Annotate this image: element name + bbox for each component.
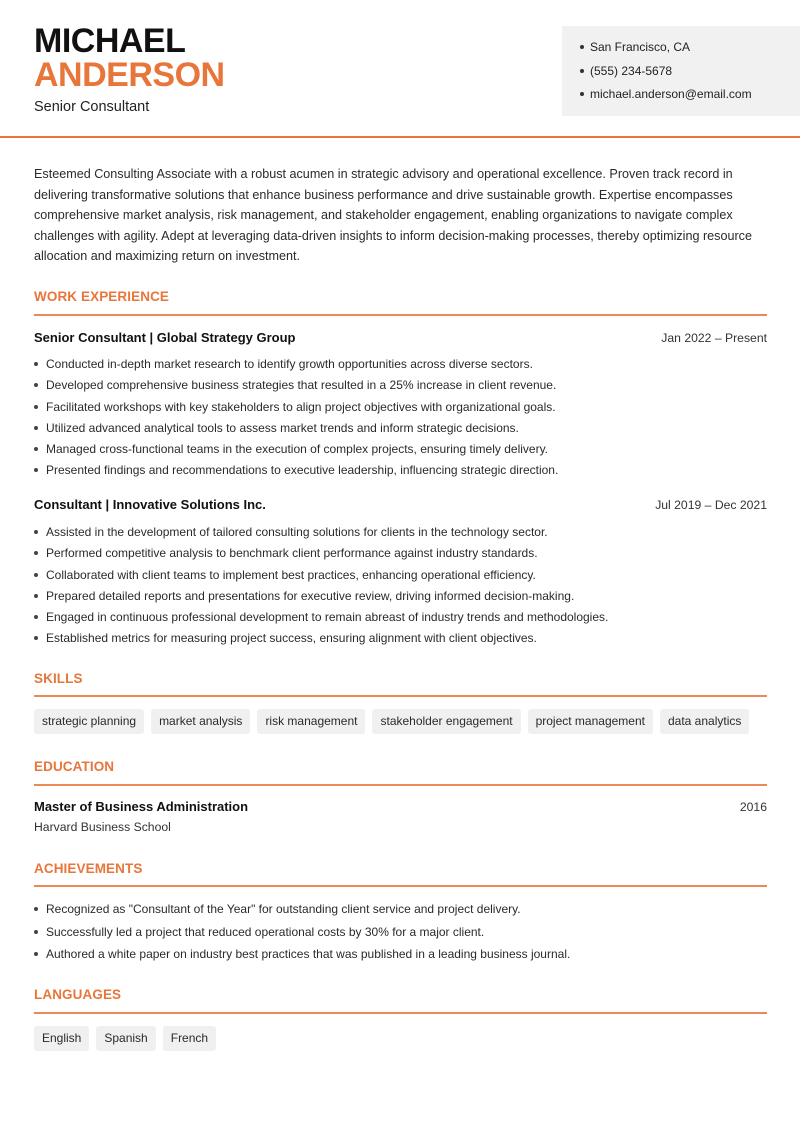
bullet-icon — [34, 468, 38, 472]
list-item — [34, 377, 767, 398]
list-item — [34, 901, 767, 924]
list-item — [34, 588, 767, 609]
section-divider — [34, 314, 767, 316]
list-item-text: Developed comprehensive business strategies that resulted in a 25% increase in client revenue. — [46, 378, 557, 393]
skills-heading: SKILLS — [34, 671, 83, 686]
bullet-icon — [34, 907, 38, 911]
section-divider — [34, 695, 767, 697]
job-position: Consultant | Innovative Solutions Inc. — [34, 497, 266, 512]
bullet-icon — [34, 573, 38, 577]
list-item — [34, 399, 767, 420]
list-item-text: Performed competitive analysis to benchmark client performance against industry standards. — [46, 546, 538, 561]
work-experience-heading: WORK EXPERIENCE — [34, 289, 170, 304]
list-item — [34, 924, 767, 947]
last-name: ANDERSON — [34, 56, 225, 94]
bullet-icon — [34, 930, 38, 934]
job-dates: Jan 2022 – Present — [661, 331, 767, 345]
language-tag: French — [163, 1026, 216, 1051]
languages-heading: LANGUAGES — [34, 987, 122, 1002]
list-item-text: Collaborated with client teams to implement best practices, enhancing operational efficiency. — [46, 567, 536, 582]
skills-tags — [34, 709, 749, 734]
list-item-text: Prepared detailed reports and presentations for executive review, driving informed decision-making. — [46, 588, 575, 603]
list-item-text: Facilitated workshops with key stakeholders to align project objectives with organizational goals. — [46, 399, 556, 414]
job-entry-header — [34, 497, 767, 512]
job-title: Senior Consultant — [34, 99, 150, 115]
bullet-icon — [580, 92, 584, 96]
bullet-icon — [34, 952, 38, 956]
list-item-text: Presented findings and recommendations to executive leadership, influencing strategic direction. — [46, 463, 559, 478]
bullet-icon — [34, 530, 38, 534]
list-item-text: Engaged in continuous professional development to remain abreast of industry trends and methodologies. — [46, 610, 609, 625]
section-divider — [34, 885, 767, 887]
section-divider — [34, 1012, 767, 1014]
job-bullets — [34, 524, 767, 652]
job-entry-header — [34, 330, 767, 345]
bullet-icon — [34, 636, 38, 640]
profile-summary: Esteemed Consulting Associate with a robust acumen in strategic advisory and operational excellence. Proven track record in delivering transformative solutions that enhance business performance and drive sustainable growth. Expertise encompasses comprehensive market analysis, risk management, and stakeholder engagement, enabling organizations to navigate complex challenges with agility. Adept at leveraging data-driven insights to inform decision-making processes, thereby optimizing resource allocation and maximizing return on investment. — [34, 167, 752, 263]
list-item — [34, 524, 767, 545]
job-dates: Jul 2019 – Dec 2021 — [655, 498, 767, 512]
resume-header — [0, 0, 800, 138]
languages-tags — [34, 1026, 216, 1051]
bullet-icon — [34, 362, 38, 366]
education-entry-header — [34, 799, 767, 814]
school-name: Harvard Business School — [34, 820, 171, 834]
list-item-text: Successfully led a project that reduced operational costs by 30% for a major client. — [46, 924, 485, 939]
bullet-icon — [34, 447, 38, 451]
contact-email-text: michael.anderson@email.com — [590, 87, 752, 101]
degree: Master of Business Administration — [34, 799, 249, 814]
bullet-icon — [34, 405, 38, 409]
contact-phone — [580, 63, 752, 87]
list-item — [34, 545, 767, 566]
skill-tag: data analytics — [660, 709, 749, 734]
bullet-icon — [34, 615, 38, 619]
list-item-text: Conducted in-depth market research to identify growth opportunities across diverse sectors. — [46, 357, 533, 371]
list-item-text: Assisted in the development of tailored consulting solutions for clients in the technology sector. — [46, 525, 548, 539]
bullet-icon — [34, 594, 38, 598]
list-item — [34, 420, 767, 441]
contact-email — [580, 86, 752, 110]
education-heading: EDUCATION — [34, 759, 115, 774]
skill-tag: strategic planning — [34, 709, 144, 734]
language-tag: Spanish — [96, 1026, 155, 1051]
list-item-text: Authored a white paper on industry best practices that was published in a leading business journal. — [46, 947, 571, 962]
list-item-text: Recognized as "Consultant of the Year" for outstanding client service and project delivery. — [46, 902, 521, 916]
achievements-list — [34, 901, 767, 969]
list-item-text: Managed cross-functional teams in the execution of complex projects, ensuring timely delivery. — [46, 442, 549, 457]
contact-phone-text: (555) 234-5678 — [590, 63, 673, 78]
list-item — [34, 946, 767, 969]
job-position: Senior Consultant | Global Strategy Group — [34, 330, 296, 345]
list-item — [34, 609, 767, 630]
language-tag: English — [34, 1026, 89, 1051]
graduation-year: 2016 — [739, 800, 767, 814]
bullet-icon — [580, 69, 584, 73]
section-divider — [34, 784, 767, 786]
bullet-icon — [34, 383, 38, 387]
list-item — [34, 630, 767, 651]
list-item-text: Utilized advanced analytical tools to assess market trends and inform strategic decisions. — [46, 420, 519, 435]
achievements-heading: ACHIEVEMENTS — [34, 861, 143, 876]
contact-list — [580, 39, 752, 110]
bullet-icon — [580, 45, 584, 49]
bullet-icon — [34, 551, 38, 555]
list-item — [34, 356, 767, 377]
first-name: MICHAEL — [34, 22, 186, 60]
contact-location — [580, 39, 752, 63]
list-item — [34, 567, 767, 588]
contact-location-text: San Francisco, CA — [590, 40, 691, 54]
skill-tag: stakeholder engagement — [372, 709, 520, 734]
skill-tag: risk management — [257, 709, 365, 734]
bullet-icon — [34, 426, 38, 430]
skill-tag: market analysis — [151, 709, 250, 734]
contact-box — [562, 26, 800, 116]
list-item — [34, 441, 767, 462]
job-bullets — [34, 356, 767, 484]
list-item-text: Established metrics for measuring project success, ensuring alignment with client objectives. — [46, 631, 537, 646]
skill-tag: project management — [528, 709, 653, 734]
list-item — [34, 462, 767, 483]
